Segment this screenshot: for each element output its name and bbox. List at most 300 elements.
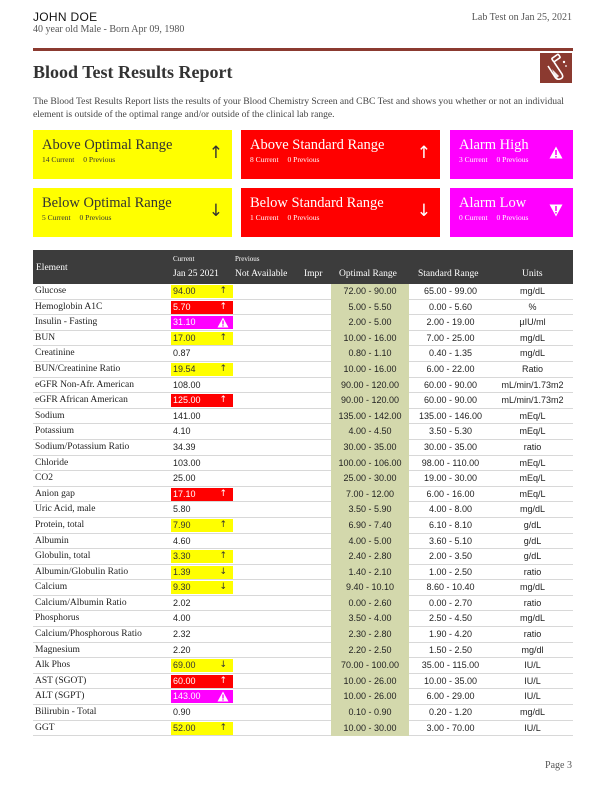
header-units: Units: [522, 269, 543, 279]
units-text: mEq/L: [519, 457, 546, 468]
optimal-range-text: 9.40 - 10.10: [345, 582, 395, 593]
units-text: mL/min/1.73m2: [501, 395, 564, 406]
current-value: [171, 550, 233, 563]
units: [492, 643, 573, 659]
box-current: 14 Current: [42, 155, 75, 164]
element-name-text: AST (SGOT): [35, 675, 87, 686]
current-value: [171, 519, 233, 532]
optimal-range-text: 10.00 - 26.00: [343, 675, 397, 686]
units: [492, 456, 573, 472]
warning-icon: [217, 691, 229, 702]
results-table: [33, 250, 573, 736]
element-name-text: eGFR African American: [35, 395, 128, 406]
element-name-text: Albumin: [35, 535, 69, 546]
previous-value: [233, 658, 300, 674]
units-text: %: [528, 301, 537, 312]
standard-range-text: 0.00 - 5.60: [428, 301, 473, 312]
optimal-range-text: 0.80 - 1.10: [348, 348, 392, 359]
standard-range-text: 3.50 - 5.30: [428, 426, 473, 437]
optimal-range-text: 5.00 - 5.50: [348, 301, 392, 312]
warning-icon: [217, 317, 229, 328]
header-previous: Previous: [235, 255, 260, 263]
standard-range-text: 60.00 - 90.00: [423, 395, 478, 406]
box-current: 1 Current: [250, 213, 279, 222]
element-name-text: Alk Phos: [35, 660, 71, 671]
box-previous: 0 Previous: [287, 213, 320, 222]
current-value: [171, 690, 233, 703]
current-value: [171, 363, 233, 376]
current-value-text: 4.10: [173, 426, 191, 437]
units-text: Ratio: [521, 363, 543, 374]
table-row: [33, 300, 573, 316]
element-name: [35, 487, 171, 503]
improvement: [300, 440, 331, 456]
arrow-down-icon: ↓: [416, 201, 431, 221]
standard-range-text: 7.00 - 25.00: [426, 332, 475, 343]
units: [492, 331, 573, 347]
optimal-range-text: 72.00 - 90.00: [343, 286, 397, 296]
optimal-range: [331, 534, 409, 550]
standard-range-text: 4.00 - 8.00: [428, 504, 473, 515]
units: [492, 502, 573, 518]
improvement: [300, 627, 331, 643]
units: [492, 721, 573, 737]
units-text: g/dL: [523, 519, 542, 530]
table-header: [33, 250, 573, 284]
current-value-text: 31.10: [173, 317, 196, 328]
table-row: [33, 487, 573, 503]
optimal-range-text: 4.00 - 4.50: [348, 426, 392, 437]
improvement: [300, 378, 331, 394]
improvement: [300, 721, 331, 737]
standard-range: [409, 721, 492, 737]
arrow-down-icon: ↓: [219, 566, 227, 577]
header-optimal-range: Optimal Range: [339, 269, 397, 279]
previous-value: [233, 378, 300, 394]
table-row: [33, 284, 573, 300]
box-current: 3 Current: [459, 155, 488, 164]
improvement: [300, 456, 331, 472]
optimal-range-text: 7.00 - 12.00: [345, 488, 395, 499]
element-name-text: BUN: [35, 332, 56, 343]
optimal-range: [331, 315, 409, 331]
arrow-up-icon: ↑: [219, 722, 227, 733]
units: [492, 284, 573, 300]
element-name-text: Glucose: [35, 286, 67, 296]
current-value: [171, 534, 233, 550]
current-value: [171, 285, 233, 298]
improvement: [300, 658, 331, 674]
optimal-range-text: 0.00 - 2.60: [348, 597, 392, 608]
element-name: [35, 284, 171, 300]
current-value-text: 0.87: [173, 348, 191, 359]
current-value: [171, 659, 233, 672]
table-row: [33, 424, 573, 440]
current-value-text: 7.90: [173, 519, 191, 530]
units-text: IU/L: [524, 722, 541, 733]
previous-value: [233, 518, 300, 534]
previous-value: [233, 487, 300, 503]
current-value-text: 125.00: [173, 395, 201, 406]
improvement: [300, 596, 331, 612]
improvement: [300, 315, 331, 331]
previous-value: [233, 580, 300, 596]
element-name-text: Chloride: [35, 457, 69, 468]
units: [492, 658, 573, 674]
below-optimal-box: [33, 188, 232, 237]
optimal-range-text: 2.20 - 2.50: [348, 644, 392, 655]
standard-range-text: 35.00 - 115.00: [421, 660, 480, 671]
element-name: [35, 315, 171, 331]
current-value: [171, 332, 233, 345]
element-name-text: Sodium/Potassium Ratio: [35, 441, 130, 452]
current-value: [171, 301, 233, 314]
element-name-text: eGFR Non-Afr. American: [35, 379, 134, 390]
element-name-text: Uric Acid, male: [35, 504, 96, 515]
box-current: 8 Current: [250, 155, 279, 164]
units-text: mg/dL: [519, 613, 545, 624]
table-row: [33, 643, 573, 659]
element-name: [35, 721, 171, 737]
optimal-range-text: 6.90 - 7.40: [348, 519, 392, 530]
units-text: ratio: [523, 597, 542, 608]
improvement: [300, 674, 331, 690]
table-row: [33, 674, 573, 690]
units: [492, 300, 573, 316]
table-row: [33, 534, 573, 550]
element-name-text: Potassium: [35, 426, 75, 437]
arrow-up-icon: ↑: [219, 363, 227, 374]
improvement: [300, 346, 331, 362]
header-rule: [33, 48, 573, 51]
element-name: [35, 689, 171, 705]
current-value-text: 103.00: [173, 457, 201, 468]
table-row: [33, 518, 573, 534]
standard-range-text: 2.00 - 3.50: [428, 551, 473, 562]
report-title: Blood Test Results Report: [33, 62, 233, 82]
box-label: Alarm Low: [459, 195, 527, 211]
table-row: [33, 362, 573, 378]
previous-value: [233, 596, 300, 612]
current-value: [171, 471, 233, 487]
box-label: Below Optimal Range: [42, 195, 172, 211]
header-previous-value: Not Available: [235, 269, 288, 279]
units-text: IU/L: [524, 660, 541, 671]
current-value-text: 2.32: [173, 629, 191, 640]
units: [492, 565, 573, 581]
current-value: [171, 440, 233, 456]
units-text: g/dL: [523, 535, 542, 546]
units: [492, 393, 573, 409]
improvement: [300, 502, 331, 518]
standard-range: [409, 611, 492, 627]
current-value-text: 94.00: [173, 286, 196, 296]
previous-value: [233, 627, 300, 643]
element-name-text: Creatinine: [35, 348, 75, 359]
current-value-text: 1.39: [173, 566, 191, 577]
optimal-range-text: 90.00 - 120.00: [340, 379, 400, 390]
box-label: Below Standard Range: [250, 195, 384, 211]
table-row: [33, 721, 573, 737]
above-standard-box: [241, 130, 440, 179]
units: [492, 627, 573, 643]
units-text: g/dL: [523, 551, 542, 562]
element-name: [35, 393, 171, 409]
element-name-text: Magnesium: [35, 644, 80, 655]
table-row: [33, 705, 573, 721]
arrow-up-icon: ↑: [208, 143, 223, 163]
improvement: [300, 409, 331, 425]
previous-value: [233, 284, 300, 300]
units-text: mEq/L: [519, 410, 546, 421]
standard-range: [409, 565, 492, 581]
arrow-down-icon: ↓: [219, 660, 227, 671]
previous-value: [233, 393, 300, 409]
previous-value: [233, 315, 300, 331]
optimal-range-text: 3.50 - 4.00: [348, 613, 392, 624]
current-value: [171, 566, 233, 579]
improvement: [300, 705, 331, 721]
standard-range: [409, 689, 492, 705]
header-element: Element: [36, 263, 68, 273]
arrow-down-icon: ↓: [208, 201, 223, 221]
standard-range-text: 6.00 - 16.00: [426, 488, 475, 499]
standard-range: [409, 596, 492, 612]
current-value-text: 52.00: [173, 722, 196, 733]
optimal-range: [331, 565, 409, 581]
units-text: mg/dL: [519, 286, 545, 296]
table-row: [33, 627, 573, 643]
element-name: [35, 627, 171, 643]
current-value-text: 17.00: [173, 332, 196, 343]
table-body: [33, 284, 573, 736]
current-value: [171, 346, 233, 362]
previous-value: [233, 300, 300, 316]
element-name: [35, 643, 171, 659]
improvement: [300, 643, 331, 659]
improvement: [300, 362, 331, 378]
table-row: [33, 565, 573, 581]
current-value: [171, 424, 233, 440]
table-row: [33, 611, 573, 627]
optimal-range: [331, 393, 409, 409]
units-text: mEq/L: [519, 473, 546, 484]
standard-range-text: 30.00 - 35.00: [423, 441, 478, 452]
improvement: [300, 331, 331, 347]
element-name-text: Globulin, total: [35, 551, 91, 562]
optimal-range: [331, 611, 409, 627]
element-name: [35, 518, 171, 534]
previous-value: [233, 362, 300, 378]
units: [492, 471, 573, 487]
standard-range-text: 6.10 - 8.10: [428, 519, 473, 530]
current-value: [171, 378, 233, 394]
standard-range: [409, 627, 492, 643]
element-name: [35, 362, 171, 378]
table-row: [33, 409, 573, 425]
table-row: [33, 658, 573, 674]
box-previous: 0 Previous: [287, 155, 320, 164]
current-value: [171, 316, 233, 329]
box-previous: 0 Previous: [83, 155, 116, 164]
units: [492, 674, 573, 690]
standard-range: [409, 658, 492, 674]
optimal-range-text: 70.00 - 100.00: [340, 660, 400, 671]
standard-range: [409, 502, 492, 518]
standard-range-text: 6.00 - 29.00: [426, 691, 475, 702]
optimal-range-text: 25.00 - 30.00: [343, 473, 397, 484]
table-row: [33, 471, 573, 487]
standard-range-text: 1.50 - 2.50: [428, 644, 473, 655]
current-value: [171, 394, 233, 407]
current-value-text: 25.00: [173, 473, 196, 484]
element-name: [35, 658, 171, 674]
previous-value: [233, 549, 300, 565]
optimal-range: [331, 721, 409, 737]
arrow-up-icon: ↑: [219, 551, 227, 562]
improvement: [300, 284, 331, 300]
improvement: [300, 424, 331, 440]
box-previous: 0 Previous: [496, 213, 529, 222]
current-value: [171, 502, 233, 518]
optimal-range: [331, 346, 409, 362]
optimal-range: [331, 596, 409, 612]
standard-range: [409, 424, 492, 440]
previous-value: [233, 471, 300, 487]
arrow-up-icon: ↑: [219, 395, 227, 406]
element-name: [35, 456, 171, 472]
box-label: Above Optimal Range: [42, 137, 173, 153]
standard-range-text: 2.00 - 19.00: [426, 317, 475, 328]
units: [492, 611, 573, 627]
previous-value: [233, 502, 300, 518]
standard-range-text: 2.50 - 4.50: [428, 613, 473, 624]
current-value: [171, 409, 233, 425]
standard-range-text: 19.00 - 30.00: [423, 473, 478, 484]
standard-range-text: 10.00 - 35.00: [423, 675, 478, 686]
previous-value: [233, 705, 300, 721]
current-value-text: 141.00: [173, 410, 201, 421]
current-value-text: 19.54: [173, 363, 196, 374]
units: [492, 378, 573, 394]
units-text: mg/dL: [519, 348, 545, 359]
units-text: mg/dL: [519, 707, 545, 718]
units-text: mEq/L: [519, 488, 546, 499]
units: [492, 440, 573, 456]
arrow-up-icon: ↑: [219, 332, 227, 343]
units: [492, 346, 573, 362]
standard-range: [409, 534, 492, 550]
optimal-range: [331, 331, 409, 347]
element-name-text: Calcium/Phosphorous Ratio: [35, 629, 142, 640]
optimal-range-text: 2.00 - 5.00: [348, 317, 392, 328]
standard-range: [409, 331, 492, 347]
standard-range: [409, 346, 492, 362]
standard-range: [409, 580, 492, 596]
element-name: [35, 378, 171, 394]
units: [492, 315, 573, 331]
optimal-range-text: 2.30 - 2.80: [348, 629, 392, 640]
current-value-text: 4.00: [173, 613, 191, 624]
table-row: [33, 689, 573, 705]
optimal-range: [331, 471, 409, 487]
element-name: [35, 471, 171, 487]
standard-range: [409, 456, 492, 472]
units-text: mL/min/1.73m2: [501, 379, 564, 390]
improvement: [300, 393, 331, 409]
current-value: [171, 675, 233, 688]
standard-range: [409, 518, 492, 534]
optimal-range-text: 10.00 - 30.00: [343, 722, 397, 733]
patient-name: JOHN DOE: [33, 10, 98, 24]
element-name: [35, 611, 171, 627]
previous-value: [233, 643, 300, 659]
standard-range: [409, 705, 492, 721]
standard-range-text: 0.40 - 1.35: [428, 348, 473, 359]
units-text: IU/L: [524, 691, 541, 702]
header-standard-range: Standard Range: [418, 269, 479, 279]
standard-range: [409, 409, 492, 425]
current-value-text: 17.10: [173, 488, 196, 499]
element-name: [35, 346, 171, 362]
improvement: [300, 549, 331, 565]
standard-range-text: 60.00 - 90.00: [423, 379, 478, 390]
element-name-text: Calcium: [35, 582, 68, 593]
element-name: [35, 580, 171, 596]
optimal-range: [331, 518, 409, 534]
previous-value: [233, 565, 300, 581]
previous-value: [233, 346, 300, 362]
current-value-text: 143.00: [173, 691, 201, 702]
previous-value: [233, 440, 300, 456]
header-current-date: Jan 25 2021: [173, 269, 219, 279]
standard-range: [409, 315, 492, 331]
element-name-text: ALT (SGPT): [35, 691, 85, 702]
table-row: [33, 440, 573, 456]
previous-value: [233, 689, 300, 705]
current-value: [171, 611, 233, 627]
element-name: [35, 331, 171, 347]
improvement: [300, 471, 331, 487]
table-row: [33, 331, 573, 347]
table-row: [33, 580, 573, 596]
units: [492, 534, 573, 550]
units-text: mEq/L: [519, 426, 546, 437]
warning-up-icon: [549, 146, 563, 159]
optimal-range-text: 10.00 - 26.00: [343, 691, 397, 702]
units-text: µIU/ml: [519, 317, 546, 328]
table-row: [33, 378, 573, 394]
current-value-text: 60.00: [173, 675, 196, 686]
standard-range-text: 3.60 - 5.10: [428, 535, 473, 546]
optimal-range-text: 0.10 - 0.90: [348, 707, 392, 718]
previous-value: [233, 331, 300, 347]
alarm-high-box: [450, 130, 573, 179]
arrow-up-icon: ↑: [219, 519, 227, 530]
current-value-text: 69.00: [173, 660, 196, 671]
optimal-range: [331, 424, 409, 440]
units-text: IU/L: [524, 675, 541, 686]
units-text: mg/dl: [521, 644, 544, 655]
element-name-text: BUN/Creatinine Ratio: [35, 363, 121, 374]
box-previous: 0 Previous: [79, 213, 112, 222]
optimal-range: [331, 658, 409, 674]
table-row: [33, 596, 573, 612]
current-value: [171, 596, 233, 612]
units-text: ratio: [523, 441, 542, 452]
standard-range: [409, 487, 492, 503]
standard-range: [409, 471, 492, 487]
